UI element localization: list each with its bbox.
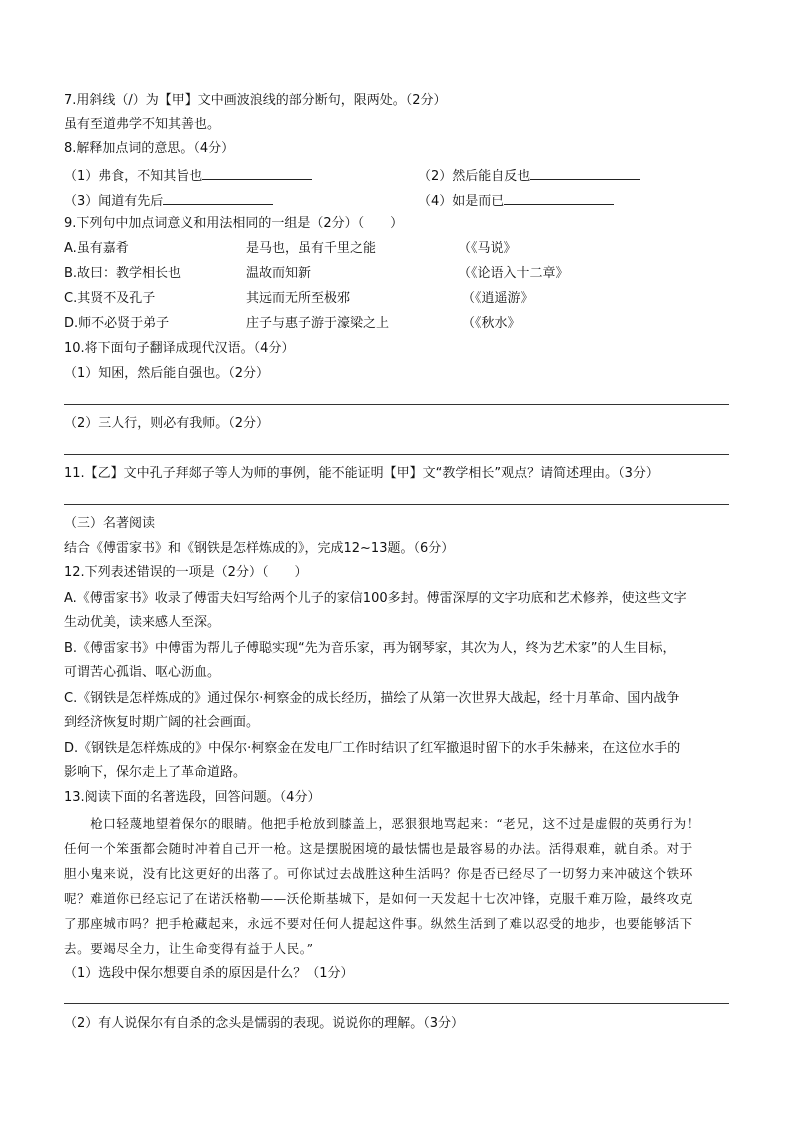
section-intro: 结合《傅雷家书》和《钢铁是怎样炼成的》，完成12~13题。（6分） xyxy=(64,541,455,556)
q8-item-2-label: （2）然后能自反也 xyxy=(418,169,531,184)
q9-option-c-compare: 其远而无所至极邪 xyxy=(246,291,351,306)
answer-blank[interactable] xyxy=(163,190,273,205)
q8-item-1 xyxy=(64,165,312,186)
answer-line[interactable] xyxy=(64,504,729,505)
q8-item-2 xyxy=(418,165,640,186)
answer-blank[interactable] xyxy=(504,190,614,205)
answer-line[interactable] xyxy=(64,1003,729,1004)
q12-option-c[interactable]: C.《钢铁是怎样炼成的》通过保尔·柯察金的成长经历，描绘了从第一次世界大战起，经十月革命、国内战争 xyxy=(64,691,680,706)
q9-option-a-source: （《马说》 xyxy=(458,241,517,256)
q12-stem: 12.下列表述错误的一项是（2分）（ ） xyxy=(64,565,308,580)
q11-stem: 11.【乙】文中孔子拜郯子等人为师的事例，能不能证明【甲】文“教学相长”观点？请简述理由。（3分） xyxy=(64,466,659,481)
q9-stem: 9.下列句中加点词意义和用法相同的一组是（2分）（ ） xyxy=(64,216,404,231)
answer-line[interactable] xyxy=(64,404,729,405)
q12-option-d[interactable]: D.《钢铁是怎样炼成的》中保尔·柯察金在发电厂工作时结识了红军撤退时留下的水手朱赫来，在这位水手的 xyxy=(64,741,681,756)
section-title: （三）名著阅读 xyxy=(64,516,156,531)
q12-option-a-cont: 生动优美，读来感人至深。 xyxy=(64,615,221,630)
q8-item-3 xyxy=(64,190,273,211)
q10-sentence-2: （2）三人行，则必有我师。（2分） xyxy=(64,416,270,431)
q8-stem: 8.解释加点词的意思。（4分） xyxy=(64,141,235,156)
q13-subquestion-1: （1）选段中保尔想要自杀的原因是什么？（1分） xyxy=(64,966,354,981)
q9-option-b-source: （《论语入十二章》 xyxy=(458,266,569,281)
q7-stem: 7.用斜线（/）为【甲】文中画波浪线的部分断句，限两处。（2分） xyxy=(64,93,447,108)
q9-option-d[interactable]: D.师不必贤于弟子 xyxy=(64,316,170,331)
q13-passage-line: 枪口轻蔑地望着保尔的眼睛。他把手枪放到膝盖上，恶狠狠地骂起来：“老兄，这不过是虚假的英勇行为！ xyxy=(64,816,700,831)
q13-passage-line: 呢？难道你已经忘记了在诺沃格勒——沃伦斯基城下，是如何一天发起十七次冲锋，克服千难万险，最终攻克 xyxy=(64,891,693,906)
q12-option-c-cont: 到经济恢复时期广阔的社会画面。 xyxy=(64,715,260,730)
q7-sentence: 虽有至道弗学不知其善也。 xyxy=(64,117,221,132)
q9-option-b-compare: 温故而知新 xyxy=(246,266,312,281)
q13-passage-line: 胆小鬼来说，没有比这更好的出落了。可你试过去战胜这种生活吗？你是否已经尽了一切努力来冲破这个铁环 xyxy=(64,866,693,881)
answer-blank[interactable] xyxy=(202,165,312,180)
q8-item-4 xyxy=(418,190,614,211)
q13-stem: 13.阅读下面的名著选段，回答问题。（4分） xyxy=(64,790,321,805)
q12-option-a[interactable]: A.《傅雷家书》收录了傅雷夫妇写给两个儿子的家信100多封。傅雷深厚的文字功底和艺术修养，使这些文字 xyxy=(64,591,687,606)
q9-option-c-source: （《逍遥游》 xyxy=(462,291,534,306)
q12-option-d-cont: 影响下，保尔走上了革命道路。 xyxy=(64,765,247,780)
q13-passage-line: 任何一个笨蛋都会随时冲着自己开一枪。这是摆脱困境的最怯懦也是最容易的办法。活得艰难，就自杀。对于 xyxy=(64,841,693,856)
q13-subquestion-2: （2）有人说保尔有自杀的念头是懦弱的表现。说说你的理解。（3分） xyxy=(64,1016,465,1031)
q10-sentence-1: （1）知困，然后能自强也。（2分） xyxy=(64,366,270,381)
q13-passage-line: 了那座城市吗？把手枪藏起来，永远不要对任何人提起这件事。纵然生活到了难以忍受的地步，也要能够活下 xyxy=(64,916,693,931)
q12-option-b[interactable]: B.《傅雷家书》中傅雷为帮儿子傅聪实现“先为音乐家，再为钢琴家，其次为人，终为艺术家”的人生目标， xyxy=(64,641,676,656)
q9-option-b[interactable]: B.故曰：教学相长也 xyxy=(64,266,182,281)
q9-option-a[interactable]: A.虽有嘉肴 xyxy=(64,241,129,256)
q8-item-3-label: （3）闻道有先后 xyxy=(64,194,164,209)
q13-passage-line: 去。要竭尽全力，让生命变得有益于人民。” xyxy=(64,941,314,956)
q8-item-4-label: （4）如是而已 xyxy=(418,194,505,209)
answer-blank[interactable] xyxy=(530,165,640,180)
q9-option-d-compare: 庄子与惠子游于濠梁之上 xyxy=(246,316,390,331)
q10-stem: 10.将下面句子翻译成现代汉语。（4分） xyxy=(64,341,295,356)
q9-option-d-source: （《秋水》 xyxy=(462,316,521,331)
q12-option-b-cont: 可谓苦心孤诣、呕心沥血。 xyxy=(64,665,221,680)
q9-option-c[interactable]: C.其贤不及孔子 xyxy=(64,291,156,306)
answer-line[interactable] xyxy=(64,454,729,455)
q9-option-a-compare: 是马也，虽有千里之能 xyxy=(246,241,377,256)
q8-item-1-label: （1）弗食，不知其旨也 xyxy=(64,169,203,184)
